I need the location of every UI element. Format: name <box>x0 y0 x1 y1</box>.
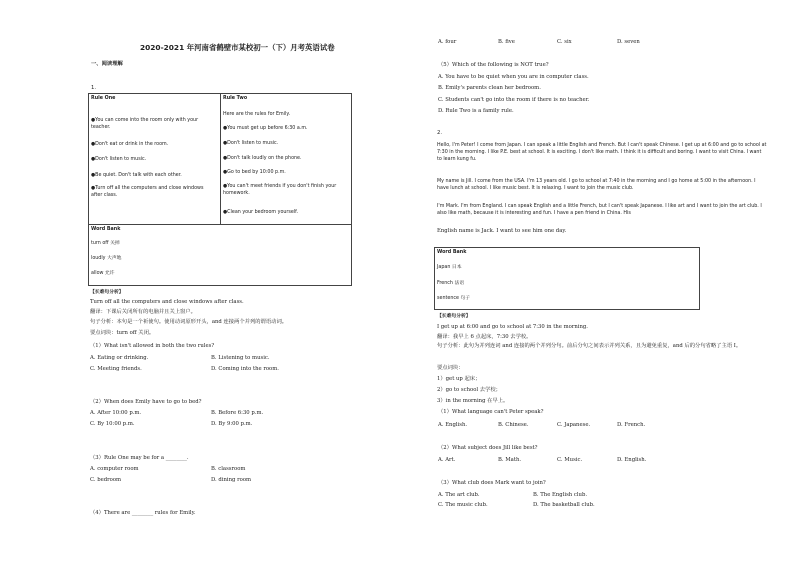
analysis-sentence: I get up at 6:00 and go to school at 7:30 in the morning. <box>437 324 588 330</box>
option-c[interactable]: C. Meeting friends. <box>90 366 142 372</box>
option-d[interactable]: D. By 9:00 p.m. <box>211 421 253 427</box>
rule-one-item: ●Be quiet. Don't talk with each other. <box>91 173 182 178</box>
analysis-translation: 翻译：我早上 6 点起床，7:30 去学校。 <box>437 334 532 340</box>
question-text: （1）What isn't allowed in both the two rules? <box>90 343 215 349</box>
passage-paragraph: Hello, I'm Peter! I come from Japan. I can speak a little English and French. But I can't speak Chinese. I get up at 6:00 and go to school at 7:30 in the morning. I like P.E. best at school. It is exciting. I don't like math. I think it is difficult and boring. I want to visit China. I want to learn kung fu. <box>437 143 767 162</box>
option-b[interactable]: B. The English club. <box>533 492 588 498</box>
rule-one-item: ●Don't listen to music. <box>91 157 147 162</box>
option-d[interactable]: D. seven <box>617 39 640 45</box>
analysis-text: 句子分析：此句为并列连词 and 连接的两个并列分句。前后分句之间表示并列关系，且为避免重复，and 后的分句省略了主语 I。 <box>437 343 742 349</box>
word-bank-box <box>434 247 700 310</box>
option-d[interactable]: D. Coming into the room. <box>211 366 279 372</box>
rule-two-item: ●You can't meet friends if you don't finish your homework. <box>223 184 337 196</box>
word-bank-item: allow 允许 <box>91 271 115 276</box>
option-b[interactable]: B. classroom <box>211 466 246 472</box>
rule-one-item: ●Don't eat or drink in the room. <box>91 142 169 147</box>
option-c[interactable]: C. six <box>557 39 572 45</box>
word-bank-header: Word Bank <box>91 227 121 232</box>
passage-paragraph: English name is Jack. I want to see him one day. <box>437 228 567 234</box>
word-bank-item: Japan 日本 <box>437 265 462 270</box>
option-b[interactable]: B. Math. <box>498 457 522 463</box>
analysis-phrase: 3）in the morning 在早上。 <box>437 398 509 404</box>
rule-two-item: ●Go to bed by 10:00 p.m. <box>223 170 286 175</box>
passage-number: 2. <box>437 130 443 136</box>
table-divider <box>220 93 221 224</box>
word-bank-header: Word Bank <box>437 250 467 255</box>
option-b[interactable]: B. Emily's parents clean her bedroom. <box>438 85 541 91</box>
rule-two-intro: Here are the rules for Emily. <box>223 112 291 117</box>
option-d[interactable]: D. English. <box>617 457 647 463</box>
option-c[interactable]: C. Music. <box>557 457 583 463</box>
option-c[interactable]: C. By 10:00 p.m. <box>90 421 135 427</box>
rule-two-item: ●Don't listen to music. <box>223 141 279 146</box>
word-bank-item: loudly 大声地 <box>91 256 122 261</box>
rule-two-header: Rule Two <box>223 96 248 101</box>
analysis-phrase: 1）get up 起床； <box>437 376 481 382</box>
option-c[interactable]: C. Japanese. <box>557 422 591 428</box>
question-text: （5）Which of the following is NOT true? <box>438 62 549 68</box>
option-c[interactable]: C. bedroom <box>90 477 122 483</box>
page-title: 2020-2021 年河南省鹤壁市某校初一（下）月考英语试卷 <box>140 43 335 52</box>
option-a[interactable]: A. After 10:00 p.m. <box>90 410 142 416</box>
option-a[interactable]: A. You have to be quiet when you are in computer class. <box>438 74 589 80</box>
question-text: （3）Rule One may be for a ________. <box>90 455 189 461</box>
option-b[interactable]: B. Before 6:30 p.m. <box>211 410 264 416</box>
rule-one-item: ●Turn off all the computers and close windows after class. <box>91 186 204 198</box>
option-d[interactable]: D. The basketball club. <box>533 502 595 508</box>
option-d[interactable]: D. Rule Two is a family rule. <box>438 108 514 114</box>
option-a[interactable]: A. Eating or drinking. <box>90 355 149 361</box>
table-divider <box>88 224 352 225</box>
option-a[interactable]: A. English. <box>438 422 468 428</box>
analysis-header: 【长难句分析】 <box>437 314 471 319</box>
question-text: （2）What subject does Jill like best? <box>438 445 538 451</box>
option-c[interactable]: C. The music club. <box>438 502 488 508</box>
section-heading: 一、阅读理解 <box>91 61 123 67</box>
word-bank-item: French 法语 <box>437 281 465 286</box>
option-b[interactable]: B. Chinese. <box>498 422 529 428</box>
analysis-text: 句子分析：本句是一个祈使句。使用动词原形开头，and 连接两个并列的谓语动词。 <box>90 319 288 325</box>
option-a[interactable]: A. The art club. <box>438 492 480 498</box>
option-b[interactable]: B. five <box>498 39 515 45</box>
passage-paragraph: My name is Jill. I come from the USA. I'm 13 years old. I go to school at 7:40 in the morning and I go home at 5:00 in the afternoon. I have lunch at school. I like music best. It is relaxing. I want to join the music club. <box>437 179 756 191</box>
option-b[interactable]: B. Listening to music. <box>211 355 270 361</box>
analysis-header: 【长难句分析】 <box>90 290 124 295</box>
analysis-translation: 翻译：下课后关闭所有的电脑并且关上窗户。 <box>90 309 196 315</box>
rule-two-item: ●Don't talk loudly on the phone. <box>223 156 302 161</box>
question-text: （2）When does Emily have to go to bed? <box>90 399 202 405</box>
option-a[interactable]: A. computer room <box>90 466 139 472</box>
question-text: （1）What language can't Peter speak? <box>438 409 544 415</box>
analysis-phrases-header: 要点词块： <box>437 365 464 371</box>
option-d[interactable]: D. French. <box>617 422 646 428</box>
passage-paragraph: I'm Mark. I'm from England. I can speak English and a little French, but I can't speak Japanese. I like art and I want to join the art club. I also like math, because it is interesting and fun. I have a pen friend in China. His <box>437 204 762 216</box>
rule-two-item: ●You must get up before 6:30 a.m. <box>223 126 308 131</box>
option-a[interactable]: A. four <box>438 39 457 45</box>
passage-number: 1. <box>91 85 97 91</box>
analysis-sentence: Turn off all the computers and close windows after class. <box>90 299 244 305</box>
question-text: （4）There are ________ rules for Emily. <box>90 510 196 516</box>
question-text: （3）What club does Mark want to join? <box>438 480 546 486</box>
option-a[interactable]: A. Art. <box>438 457 456 463</box>
word-bank-item: sentence 句子 <box>437 296 471 301</box>
rule-two-item: ●Clean your bedroom yourself. <box>223 210 299 215</box>
rule-one-header: Rule One <box>91 96 116 101</box>
rule-one-item: ●You can come into the room only with your teacher. <box>91 118 199 130</box>
right-column <box>397 0 794 562</box>
option-d[interactable]: D. dining room <box>211 477 252 483</box>
word-bank-item: turn off 关掉 <box>91 241 120 246</box>
analysis-phrase: 2）go to school 去学校； <box>437 387 501 393</box>
analysis-phrases: 要点词块：turn off 关闭。 <box>90 330 155 336</box>
option-c[interactable]: C. Students can't go into the room if there is no teacher. <box>438 97 590 103</box>
